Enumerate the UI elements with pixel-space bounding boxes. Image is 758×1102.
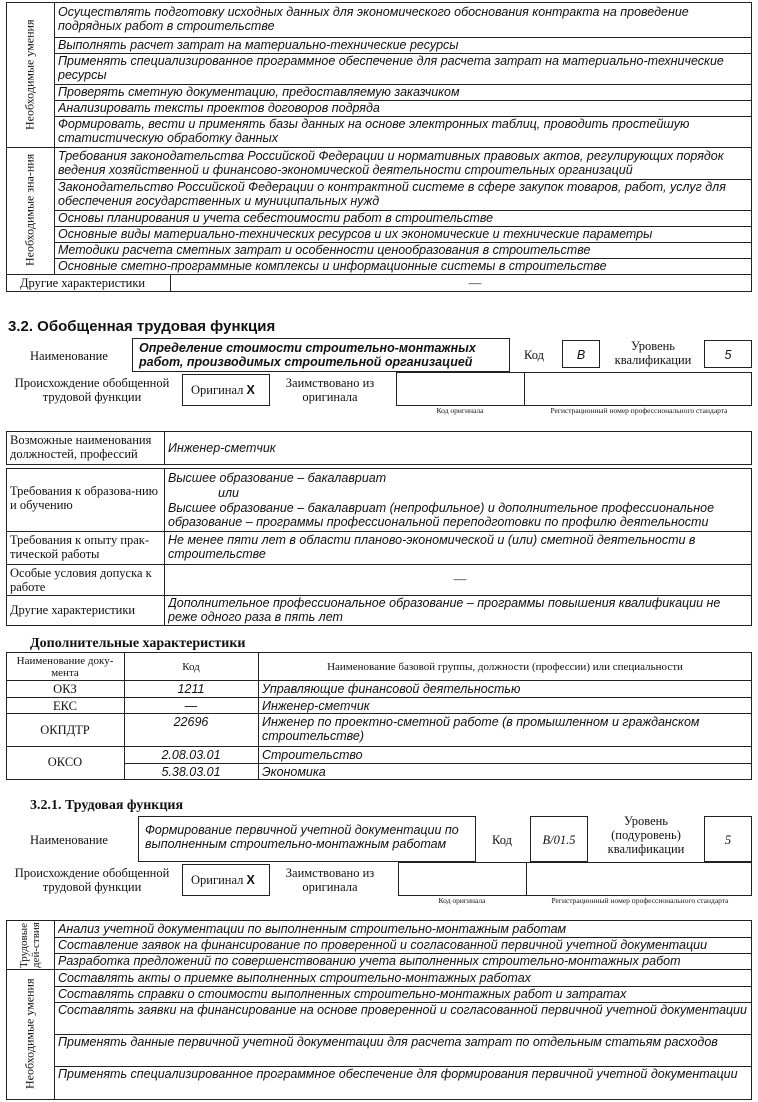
table-row-code: 2.08.03.01 bbox=[161, 748, 221, 762]
col-code-header: Код bbox=[182, 661, 200, 673]
col-doc-header: Наименование доку-мента bbox=[16, 655, 114, 679]
gtf-original-box bbox=[182, 374, 270, 406]
gtf-reg-caption: Регистрационный номер профессионального стандарта bbox=[550, 406, 728, 415]
tf-borrowed-label: Заимствовано из оригинала bbox=[285, 866, 375, 894]
gtf-level-value: 5 bbox=[704, 340, 752, 368]
gtf-code-value: B bbox=[562, 340, 600, 368]
skill-item: Осуществлять подготовку исходных данных для экономического обоснования контракта на проведение подрядных работ в строительстве bbox=[58, 5, 689, 33]
table-row-doc: ЕКС bbox=[53, 699, 77, 713]
tf-original-label: Оригинал bbox=[191, 873, 244, 887]
action-item: Разработка предложений по совершенствованию учета выполненных строительно-монтажных работ bbox=[58, 954, 681, 968]
knowledge-item: Основы планирования и учета себестоимости работ в строительстве bbox=[58, 211, 494, 225]
tf-original-box bbox=[182, 864, 270, 896]
tf-orig-code-field bbox=[398, 862, 752, 896]
knowledge-item: Требования законодательства Российской Федерации и нормативных правовых актов, регулирующих порядок ведения хозяйственной и финансово-экономической деятельности строительных организаций bbox=[58, 149, 724, 177]
col-name-header: Наименование базовой группы, должности (профессии) или специальности bbox=[327, 661, 683, 673]
top-table-divider bbox=[54, 2, 55, 274]
tf-origin-label: Происхождение обобщенной трудовой функции bbox=[14, 866, 170, 894]
actions-label: Трудовые дей-ствия bbox=[18, 922, 42, 968]
section-divider bbox=[6, 147, 752, 148]
req-admission-value: — bbox=[453, 572, 467, 586]
table-row-doc: ОКПДТР bbox=[40, 723, 90, 737]
knowledge-item: Основные виды материально-технических ресурсов и их экономические и технические параметры bbox=[58, 227, 653, 241]
action-item: Анализ учетной документации по выполненным строительно-монтажным работам bbox=[58, 922, 567, 936]
tf-level-label: Уровень (подуровень) квалификации bbox=[607, 814, 685, 856]
req-label-admission: Особые условия допуска к работе bbox=[10, 566, 152, 594]
req-label-education: Требования к образова-нию и обучению bbox=[10, 484, 158, 512]
knowledge-item: Основные сметно-программные комплексы и информационные системы в строительстве bbox=[58, 259, 607, 273]
knowledge-label: Необходимые зна-ния bbox=[22, 153, 37, 267]
skill-item: Проверять сметную документацию, предоставляемую заказчиком bbox=[58, 85, 460, 99]
tf-name-label: Наименование bbox=[30, 833, 108, 847]
bottom-skill-item: Составлять заявки на финансирование на основе проверенной и согласованной первичной учетной документации bbox=[58, 1003, 747, 1017]
table-row-name: Строительство bbox=[262, 748, 363, 762]
tf-name-value: Формирование первичной учетной документации по выполненным строительно-монтажным работам bbox=[138, 816, 476, 862]
gtf-borrowed-label: Заимствовано из оригинала bbox=[285, 376, 375, 404]
gtf-origin-label: Происхождение обобщенной трудовой функции bbox=[14, 376, 170, 404]
tf-reg-caption: Регистрационный номер профессионального стандарта bbox=[551, 896, 729, 905]
tf-original-mark: X bbox=[246, 873, 255, 887]
table-row-doc: ОКЗ bbox=[53, 682, 77, 696]
bottom-skill-item: Составлять акты о приемке выполненных строительно-монтажных работах bbox=[58, 971, 531, 985]
gtf-name-value: Определение стоимости строительно-монтажных работ, производимых строительной организацией bbox=[132, 338, 510, 372]
bottom-skill-item: Применять данные первичной учетной документации для расчета затрат по отдельным статьям расходов bbox=[58, 1035, 718, 1049]
row-divider bbox=[6, 274, 752, 275]
req-edu-line: Высшее образование – бакалавриат (непрофильное) и дополнительное профессиональное образование – программы профессиональной переподготовки по профилю деятельности bbox=[168, 501, 715, 529]
table-row-code: 5.38.03.01 bbox=[161, 765, 221, 779]
knowledge-item: Законодательство Российской Федерации о контрактной системе в сфере закупок товаров, работ, услуг для обеспечения государственных и муниципальных нужд bbox=[58, 180, 726, 208]
req-label-other: Другие характеристики bbox=[10, 603, 136, 617]
tf-code-value: B/01.5 bbox=[530, 816, 588, 862]
req-label-experience: Требования к опыту прак-тической работы bbox=[10, 533, 150, 561]
req-edu-line: или bbox=[218, 486, 239, 500]
gtf-orig-code-field bbox=[396, 372, 752, 406]
table-row-name: Инженер-сметчик bbox=[262, 699, 370, 713]
bottom-skills-label: Необходимые умения bbox=[22, 978, 37, 1090]
bottom-skill-item: Составлять справки о стоимости выполненных строительно-монтажных работ и затратах bbox=[58, 987, 627, 1001]
table-row-name: Управляющие финансовой деятельностью bbox=[262, 682, 521, 696]
skill-item: Формировать, вести и применять базы данных на основе электронных таблиц, проводить простейшую статистическую обработку данных bbox=[58, 117, 690, 145]
req-other-value: Дополнительное профессиональное образование – программы повышения квалификации не реже одного раза в пять лет bbox=[168, 596, 721, 624]
knowledge-item: Методики расчета сметных затрат и особенности ценообразования в строительстве bbox=[58, 243, 591, 257]
gtf-original-mark: X bbox=[246, 383, 255, 397]
skill-item: Применять специализированное программное обеспечение для расчета затрат на материально-технические ресурсы bbox=[58, 54, 724, 82]
req-experience-value: Не менее пяти лет в области планово-экономической и (или) сметной деятельности в строительстве bbox=[168, 533, 696, 561]
gtf-code-label: Код bbox=[524, 348, 544, 362]
gtf-code-orig-caption: Код оригинала bbox=[436, 406, 484, 415]
skills-label: Необходимые умения bbox=[22, 19, 37, 131]
other-value: — bbox=[468, 276, 482, 290]
positions-label: Возможные наименования должностей, профессий bbox=[10, 433, 152, 461]
gtf-name-label: Наименование bbox=[30, 349, 108, 363]
table-row-name: Инженер по проектно-сметной работе (в промышленном и гражданском строительстве) bbox=[262, 715, 700, 743]
gtf-original-label: Оригинал bbox=[191, 383, 244, 397]
skill-item: Анализировать тексты проектов договоров подряда bbox=[58, 101, 380, 115]
tf-heading: 3.2.1. Трудовая функция bbox=[30, 798, 184, 813]
table-row-doc: ОКСО bbox=[47, 755, 83, 769]
positions-value: Инженер-сметчик bbox=[168, 441, 276, 455]
table-row-code: 22696 bbox=[173, 715, 209, 729]
table-row-code: 1211 bbox=[177, 682, 205, 696]
other-label: Другие характеристики bbox=[20, 276, 146, 290]
gtf-level-label: Уровень квалификации bbox=[614, 339, 692, 367]
table-row-code: — bbox=[184, 699, 198, 713]
skill-item: Выполнять расчет затрат на материально-технические ресурсы bbox=[58, 38, 459, 52]
table-row-name: Экономика bbox=[262, 765, 326, 779]
gtf-heading: 3.2. Обобщенная трудовая функция bbox=[8, 318, 276, 335]
tf-level-value: 5 bbox=[704, 816, 752, 862]
action-item: Составление заявок на финансирование по проверенной и согласованной первичной учетной документации bbox=[58, 938, 708, 952]
req-edu-line: Высшее образование – бакалавриат bbox=[168, 471, 387, 485]
tf-code-label: Код bbox=[492, 833, 512, 847]
bottom-skill-item: Применять специализированное программное обеспечение для формирования первичной учетной документации bbox=[58, 1067, 738, 1081]
additional-heading: Дополнительные характеристики bbox=[30, 636, 246, 651]
tf-code-orig-caption: Код оригинала bbox=[438, 896, 486, 905]
